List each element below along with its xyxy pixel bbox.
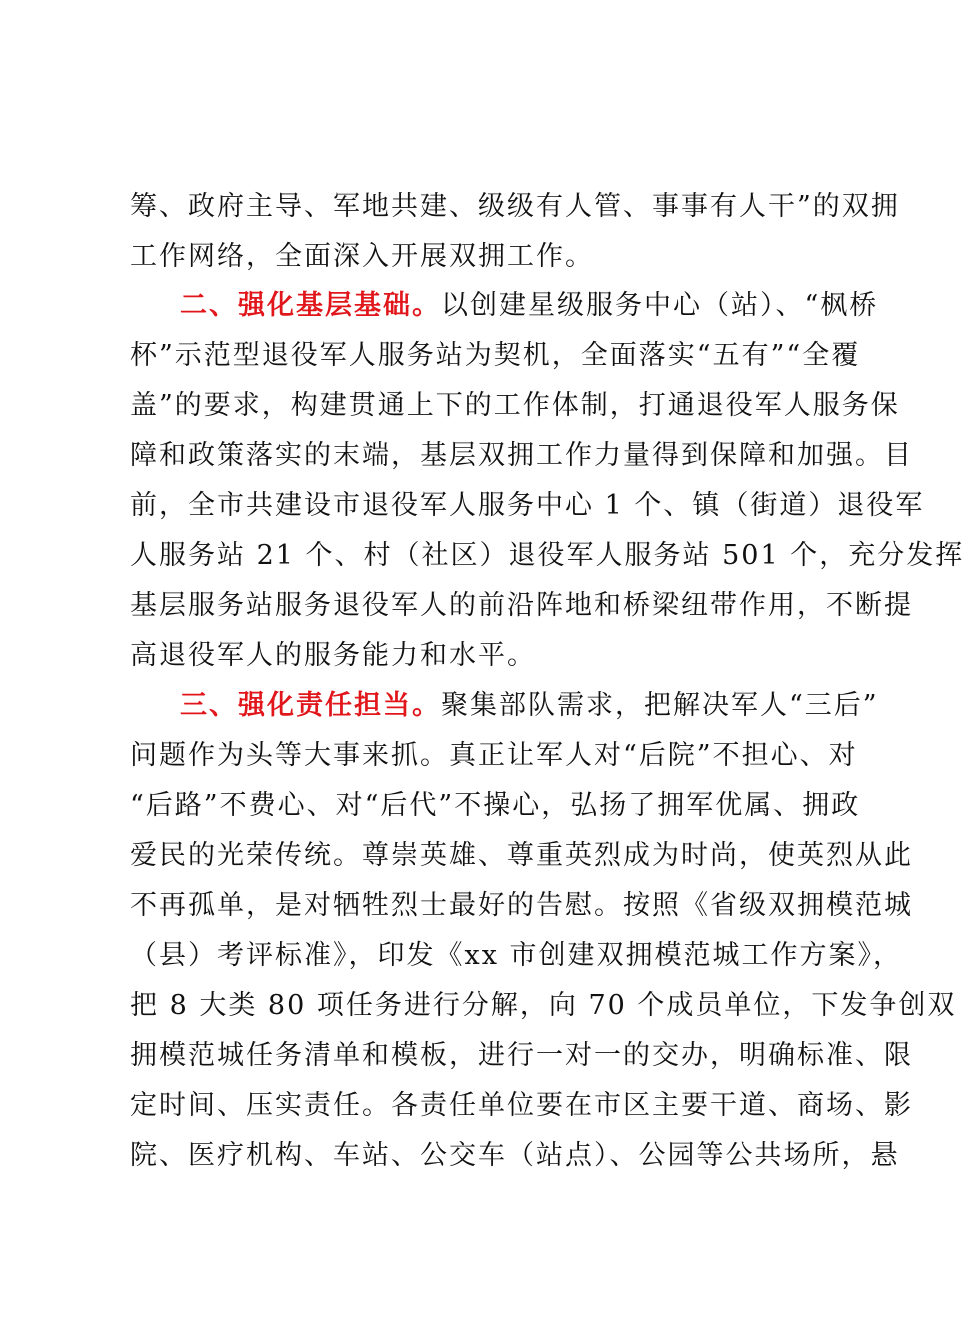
p2-line-7: 基层服务站服务退役军人的前沿阵地和桥梁纽带作用，不断提 xyxy=(130,590,913,621)
p3-line-2: 问题作为头等大事来抓。真正让军人对“后院”不担心、对 xyxy=(130,740,858,771)
p1-line-1: 筹、政府主导、军地共建、级级有人管、事事有人干”的双拥 xyxy=(130,191,900,222)
p3-line-6: （县）考评标准》，印发《xx 市创建双拥模范城工作方案》， xyxy=(130,940,903,971)
p3-line-4: 爱民的光荣传统。尊崇英雄、尊重英烈成为时尚，使英烈从此 xyxy=(130,840,913,871)
p2-line-8: 高退役军人的服务能力和水平。 xyxy=(130,640,536,671)
p3-line-1-rest: 聚集部队需求，把解决军人“三后” xyxy=(441,690,879,721)
p3-line-5: 不再孤单，是对牺牲烈士最好的告慰。按照《省级双拥模范城 xyxy=(130,890,913,921)
p2-line-1 xyxy=(180,286,879,326)
p3-line-1 xyxy=(180,686,879,726)
p3-line-10: 院、医疗机构、车站、公交车（站点）、公园等公共场所，悬 xyxy=(130,1140,900,1171)
p2-line-1-rest: 以创建星级服务中心（站）、“枫桥 xyxy=(441,290,879,321)
p2-line-6: 人服务站 21 个、村（社区）退役军人服务站 501 个，充分发挥 xyxy=(130,540,964,571)
p2-line-4: 障和政策落实的末端，基层双拥工作力量得到保障和加强。目 xyxy=(130,440,913,471)
section-heading-3: 三、强化责任担当。 xyxy=(180,690,441,721)
p2-line-3: 盖”的要求，构建贯通上下的工作体制，打通退役军人服务保 xyxy=(130,390,900,421)
p3-line-9: 定时间、压实责任。各责任单位要在市区主要干道、商场、影 xyxy=(130,1090,913,1121)
p2-line-2: 杯”示范型退役军人服务站为契机，全面落实“五有”“全覆 xyxy=(130,340,861,371)
p3-line-8: 拥模范城任务清单和模板，进行一对一的交办，明确标准、限 xyxy=(130,1040,913,1071)
section-heading-2: 二、强化基层基础。 xyxy=(180,290,441,321)
p3-line-7: 把 8 大类 80 项任务进行分解，向 70 个成员单位，下发争创双 xyxy=(130,990,957,1021)
p2-line-5: 前，全市共建设市退役军人服务中心 1 个、镇（街道）退役军 xyxy=(130,490,925,521)
p3-line-3: “后路”不费心、对“后代”不操心，弘扬了拥军优属、拥政 xyxy=(130,790,861,821)
p1-line-2: 工作网络，全面深入开展双拥工作。 xyxy=(130,241,594,272)
